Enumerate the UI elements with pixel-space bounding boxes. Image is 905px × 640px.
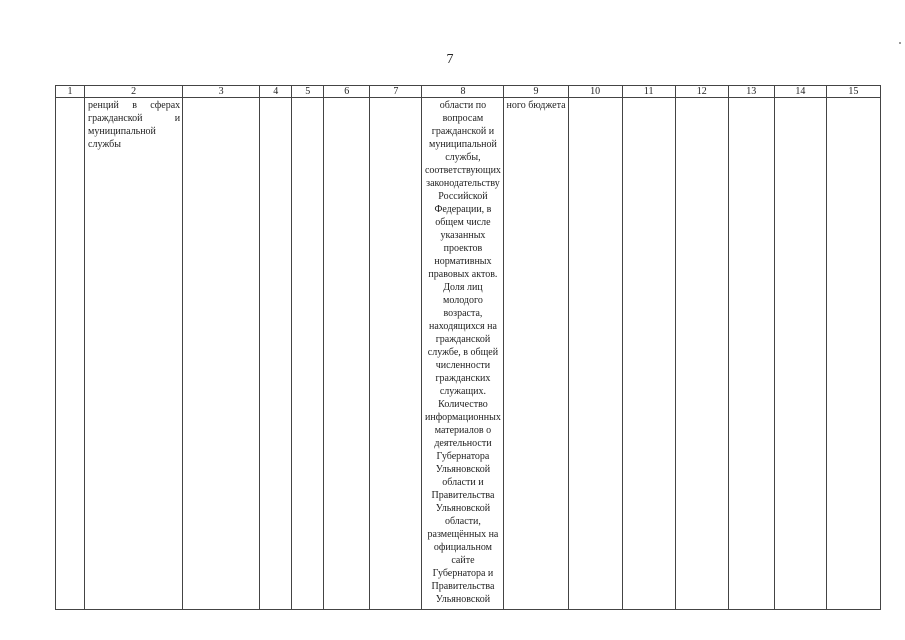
column-header-5: 5 [292, 86, 324, 98]
cell-col-3 [183, 98, 260, 610]
scan-artifact [899, 42, 901, 44]
column-header-2: 2 [85, 86, 183, 98]
cell-col-4 [260, 98, 292, 610]
cell-col-12 [675, 98, 728, 610]
cell-col-15 [826, 98, 880, 610]
column-header-14: 14 [774, 86, 826, 98]
cell-col-9: ного бюджета [504, 98, 568, 610]
column-header-12: 12 [675, 86, 728, 98]
column-header-11: 11 [622, 86, 675, 98]
column-header-1: 1 [56, 86, 85, 98]
column-header-3: 3 [183, 86, 260, 98]
column-header-9: 9 [504, 86, 568, 98]
header-row [56, 86, 881, 98]
cell-col-11 [622, 98, 675, 610]
cell-col-8: области по вопросам гражданской и муниципальной службы, соответствующих законодательству Российской Федерации, в общем числе указанных проектов нормативных правовых актов. Доля лиц молодого возраста, находящихся на гражданской службе, в общей численности гражданских служащих. Количество информационных материалов о деятельности Губернатора Ульяновской области и Правительства Ульяновской области, размещённых на официальном сайте Губернатора и Правительства Ульяновской [422, 98, 504, 610]
cell-col-10 [568, 98, 622, 610]
cell-col-13 [728, 98, 774, 610]
page-number: 7 [446, 52, 454, 67]
column-header-7: 7 [370, 86, 422, 98]
cell-col-1 [56, 98, 85, 610]
column-header-10: 10 [568, 86, 622, 98]
cell-col-2: ренций в сферах гражданской и муниципальной службы [85, 98, 183, 610]
column-header-8: 8 [422, 86, 504, 98]
program-table [55, 85, 881, 610]
cell-col-14 [774, 98, 826, 610]
column-header-4: 4 [260, 86, 292, 98]
table-row [56, 98, 881, 610]
column-header-6: 6 [324, 86, 370, 98]
cell-col-6 [324, 98, 370, 610]
column-header-15: 15 [826, 86, 880, 98]
column-header-13: 13 [728, 86, 774, 98]
cell-col-7 [370, 98, 422, 610]
cell-col-5 [292, 98, 324, 610]
